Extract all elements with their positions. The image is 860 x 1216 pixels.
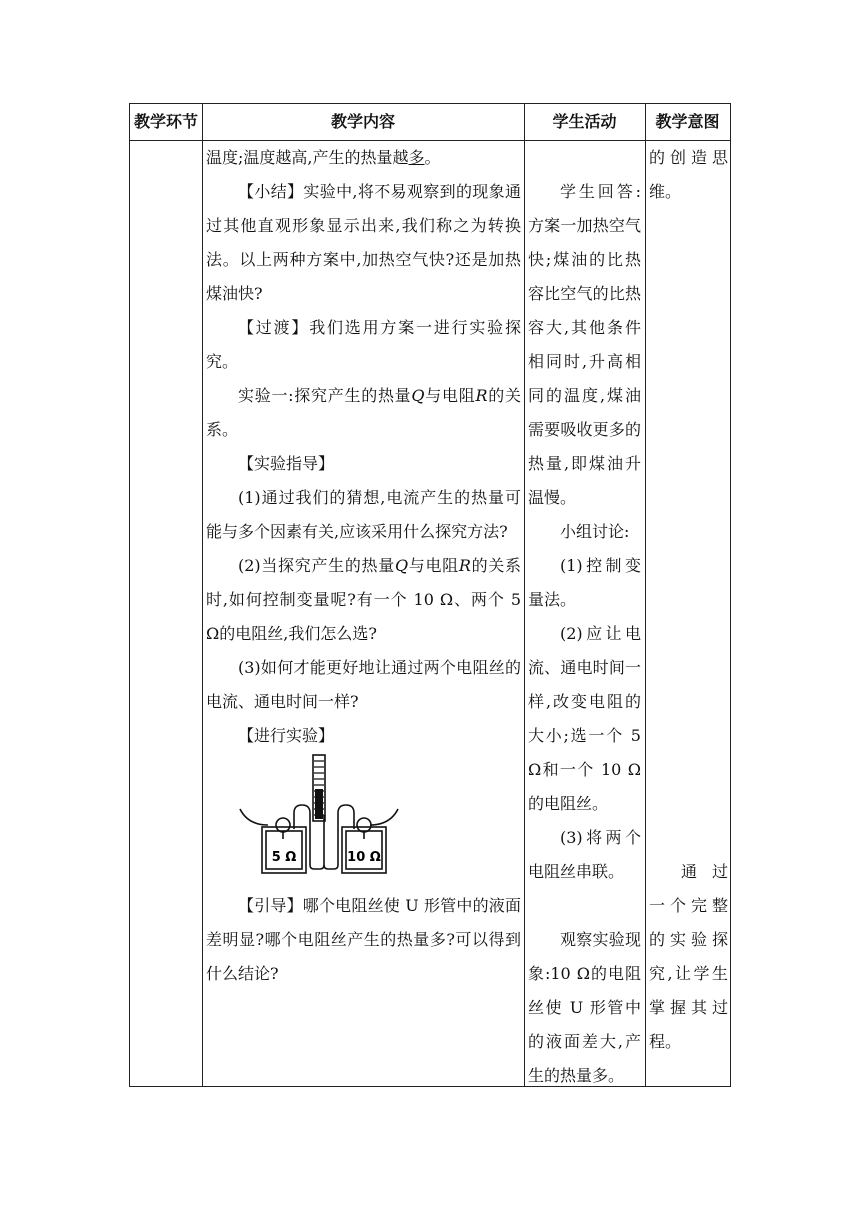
guide-question-2: (2)当探究产生的热量Q与电阻R的关系时,如何控制变量呢?有一个 10 Ω、两个 5 Ω的电阻丝,我们怎么选? <box>206 556 521 643</box>
header-content: 教学内容 <box>330 112 395 131</box>
student-answer-1: (1)控制变量法。 <box>528 556 641 609</box>
group-discussion-title: 小组讨论: <box>560 522 630 541</box>
header-intent: 教学意图 <box>655 112 720 131</box>
student-answer-3: (3)将两个电阻丝串联。 <box>528 828 641 881</box>
lesson-table <box>129 103 731 1087</box>
header-stage: 教学环节 <box>133 112 198 131</box>
experiment-one-title: 实验一:探究产生的热量Q与电阻R的关系。 <box>206 386 521 439</box>
guide-title: 【实验指导】 <box>238 454 335 473</box>
content-line-temperature: 温度;温度越高,产生的热量越多。 <box>206 148 441 167</box>
apparatus-figure <box>206 753 521 889</box>
summary-paragraph: 【小结】实验中,将不易观察到的现象通过其他直观形象显示出来,我们称之为转换法。以上两种方案中,加热空气快?还是加热煤油快? <box>206 182 521 303</box>
guide-question-3: (3)如何才能更好地让通过两个电阻丝的电流、通电时间一样? <box>206 658 521 711</box>
student-observation: 观察实验现象:10 Ω的电阻丝使 U 形管中的液面差大,产生的热量多。 <box>528 930 641 1085</box>
student-answer-2: (2)应让电流、通电时间一样,改变电阻的大小;选一个 5 Ω和一个 10 Ω的电阻丝。 <box>528 624 641 813</box>
do-experiment-title: 【进行实验】 <box>238 726 335 745</box>
guide-question-1: (1)通过我们的猜想,电流产生的热量可能与多个因素有关,应该采用什么探究方法? <box>206 488 521 541</box>
lead-paragraph: 【引导】哪个电阻丝使 U 形管中的液面差明显?哪个电阻丝产生的热量多?可以得到什么结论? <box>206 896 521 983</box>
column-divider <box>202 104 203 1086</box>
intent-1: 的创造思维。 <box>649 148 728 201</box>
left-resistor-label: 5 Ω <box>271 850 297 865</box>
u-tube-apparatus-diagram <box>234 753 404 881</box>
intent-column <box>649 141 728 1059</box>
student-column <box>528 141 641 1093</box>
header-student: 学生活动 <box>552 112 617 131</box>
transition-paragraph: 【过渡】我们选用方案一进行实验探究。 <box>206 318 521 371</box>
column-divider <box>524 104 525 1086</box>
right-resistor-label: 10 Ω <box>347 850 381 865</box>
content-column <box>206 141 521 991</box>
intent-2: 通过一个完整的实验探究,让学生掌握其过程。 <box>649 862 728 1051</box>
student-answer: 学生回答:方案一加热空气快;煤油的比热容比空气的比热容大,其他条件相同时,升高相同的温度,煤油需要吸收更多的热量,即煤油升温慢。 <box>528 182 641 507</box>
column-divider <box>645 104 646 1086</box>
